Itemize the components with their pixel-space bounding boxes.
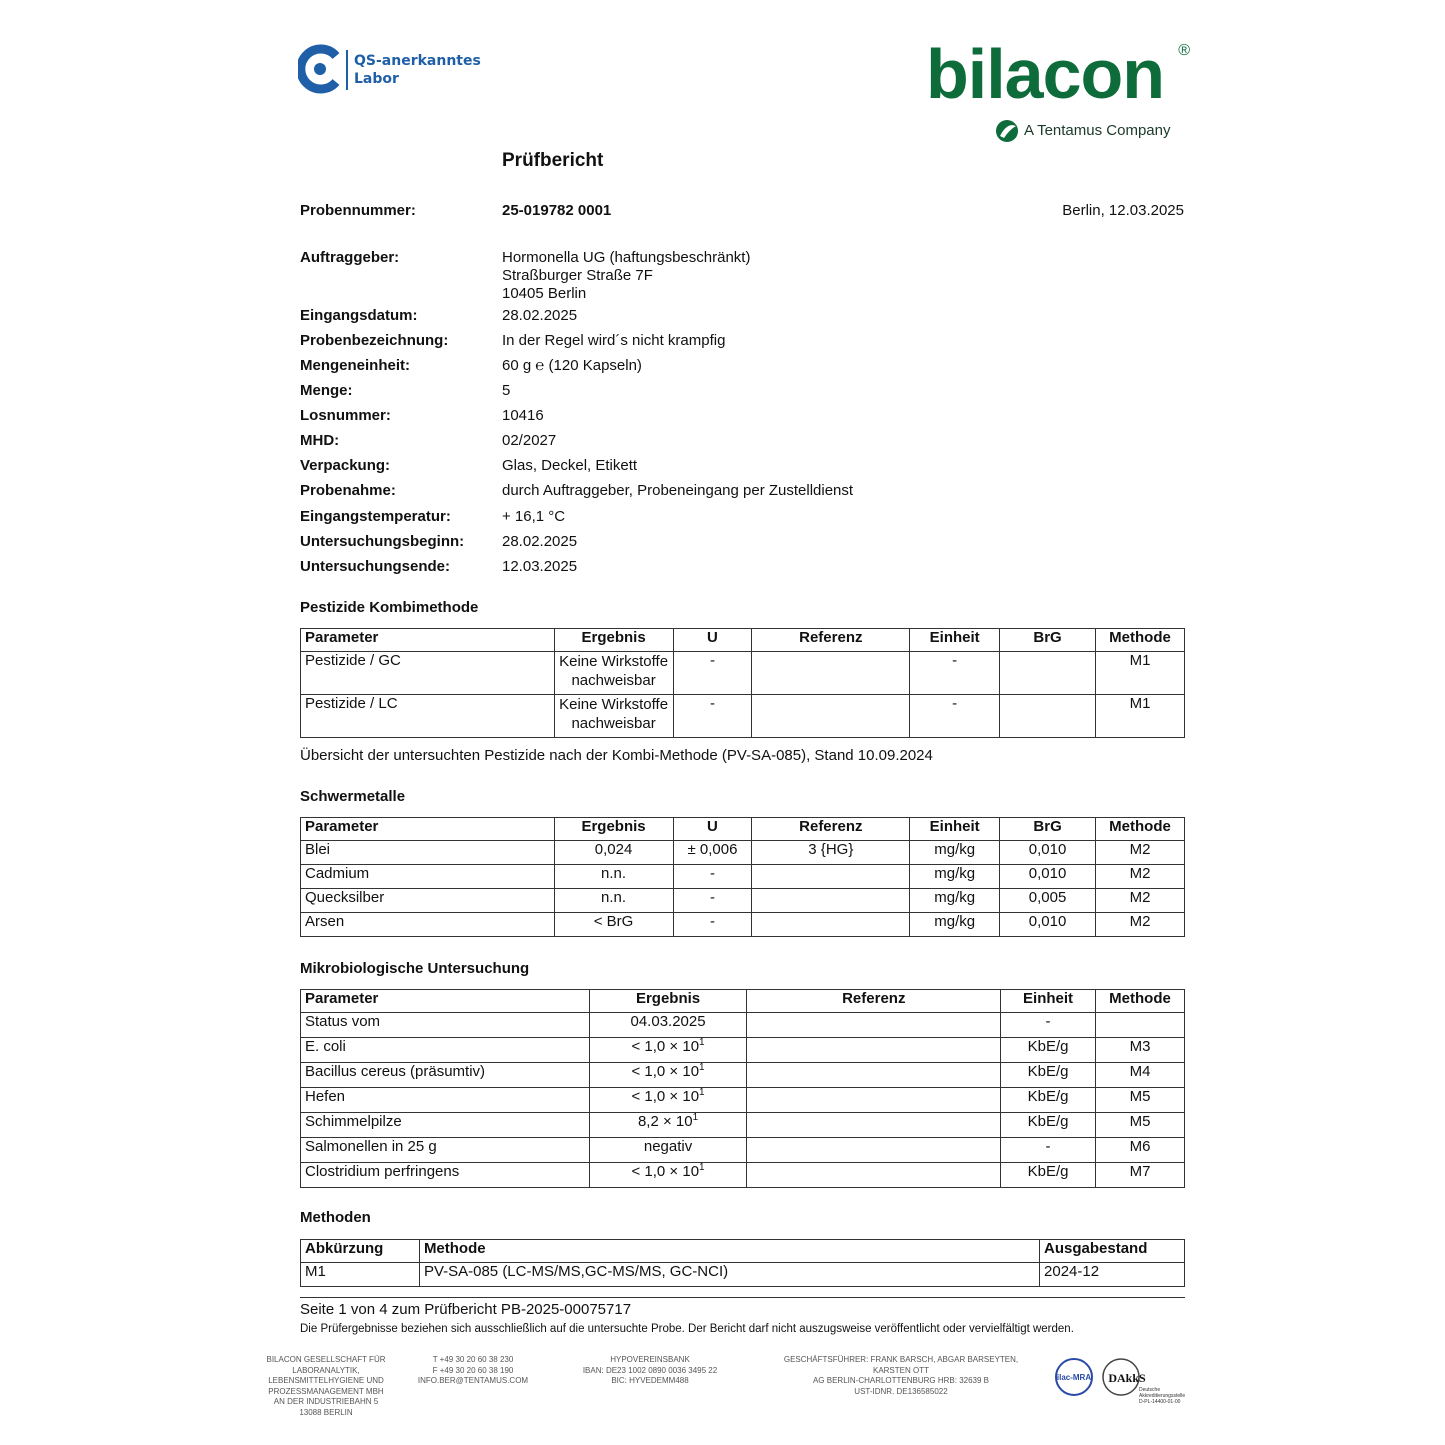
qs-logo-icon xyxy=(298,44,342,94)
info-value: 60 g ℮ (120 Kapseln) xyxy=(502,357,642,374)
cell-parameter: Blei xyxy=(301,841,555,865)
footer-bank: HYPOVEREINSBANK IBAN: DE23 1002 0890 0036 3495 22 BIC: HYVEDEMM488 xyxy=(582,1355,718,1385)
cell-parameter: Bacillus cereus (präsumtiv) xyxy=(301,1063,590,1088)
cell-referenz xyxy=(747,1163,1001,1188)
cell-ergebnis: $8,2 \times 10^1$ xyxy=(589,1113,747,1138)
table-row xyxy=(301,1163,1185,1188)
cell-u: - xyxy=(673,889,752,913)
col-header: Referenz xyxy=(747,990,1001,1013)
cell-einheit: - xyxy=(1001,1138,1096,1163)
svg-text:Deutsche: Deutsche xyxy=(1139,1387,1161,1393)
table-row xyxy=(301,1038,1185,1063)
col-header: Einheit xyxy=(910,818,1000,841)
cell-einheit: - xyxy=(1001,1013,1096,1038)
col-header: U xyxy=(673,629,752,652)
footer-contact: T +49 30 20 60 38 230 F +49 30 20 60 38 190 INFO.BER@TENTAMUS.COM xyxy=(417,1355,529,1385)
info-label: Auftraggeber: xyxy=(300,249,400,266)
registered-mark: ® xyxy=(1178,42,1190,59)
cell-u: - xyxy=(673,652,752,695)
cell-methode: M5 xyxy=(1096,1088,1185,1113)
cell-ergebnis: n.n. xyxy=(554,865,673,889)
info-value: 10416 xyxy=(502,407,544,424)
bilacon-logo xyxy=(926,34,1196,114)
methoden-table xyxy=(300,1239,1185,1287)
cell-methode: M3 xyxy=(1096,1038,1185,1063)
tagline-text: A Tentamus Company xyxy=(1024,122,1171,139)
section-title-pestizide: Pestizide Kombimethode xyxy=(300,599,479,616)
cell-ergebnis: 04.03.2025 xyxy=(589,1013,747,1038)
col-header: Parameter xyxy=(301,629,555,652)
table-row xyxy=(301,841,1185,865)
info-value: 12.03.2025 xyxy=(502,558,578,575)
section-title-schwermetalle: Schwermetalle xyxy=(300,788,406,805)
sample-number: 25-019782 0001 xyxy=(502,202,612,219)
cell-referenz xyxy=(747,1113,1001,1138)
cell-parameter: Arsen xyxy=(301,913,555,937)
cell-einheit: KbE/g xyxy=(1001,1038,1096,1063)
cell-ergebnis: < $1,0 \times 10^1$ xyxy=(589,1063,747,1088)
cell-methode: M2 xyxy=(1096,865,1185,889)
col-header: Abkürzung xyxy=(301,1240,420,1263)
info-value: 5 xyxy=(502,382,511,399)
col-header: BrG xyxy=(1000,818,1096,841)
accreditation-seal-icon xyxy=(1054,1356,1204,1406)
info-label: Eingangstemperatur: xyxy=(300,508,451,525)
col-header: Ergebnis xyxy=(589,990,747,1013)
table-row xyxy=(301,1263,1185,1287)
cell-methode: PV-SA-085 (LC-MS/MS,GC-MS/MS, GC-NCI) xyxy=(419,1263,1039,1287)
cell-parameter: Clostridium perfringens xyxy=(301,1163,590,1188)
cell-einheit: - xyxy=(910,652,1000,695)
col-header: Methode xyxy=(1096,818,1185,841)
cell-einheit: mg/kg xyxy=(910,865,1000,889)
table-row xyxy=(301,652,1185,695)
qs-logo-line1: QS-anerkanntes xyxy=(354,53,481,69)
cell-u: - xyxy=(673,695,752,738)
cell-ergebnis: 0,024 xyxy=(554,841,673,865)
cell-ergebnis: < $1,0 \times 10^1$ xyxy=(589,1088,747,1113)
cell-einheit: KbE/g xyxy=(1001,1163,1096,1188)
cell-methode: M7 xyxy=(1096,1163,1185,1188)
col-header: Parameter xyxy=(301,990,590,1013)
info-value: + 16,1 °C xyxy=(502,508,566,525)
svg-text:D-PL-14400-01-00: D-PL-14400-01-00 xyxy=(1139,1399,1181,1405)
cell-parameter: Pestizide / GC xyxy=(301,652,555,695)
report-title: Prüfbericht xyxy=(502,150,604,171)
cell-referenz xyxy=(747,1138,1001,1163)
col-header: Methode xyxy=(1096,629,1185,652)
pestizide-table xyxy=(300,628,1185,738)
table-row xyxy=(301,1138,1185,1163)
cell-ergebnis: n.n. xyxy=(554,889,673,913)
info-value: In der Regel wird´s nicht krampfig xyxy=(502,332,726,349)
cell-referenz xyxy=(752,652,910,695)
cell-u: - xyxy=(673,865,752,889)
cell-referenz xyxy=(747,1063,1001,1088)
cell-brg: 0,010 xyxy=(1000,913,1096,937)
footer-company: BILACON GESELLSCHAFT FÜR LABORANALYTIK, LEBENSMITTELHYGIENE UND PROZESSMANAGEMENT MBH AN DER INDUSTRIEBAHN 5 13088 BERLIN xyxy=(266,1355,386,1417)
client-name: Hormonella UG (haftungsbeschränkt) xyxy=(502,249,751,266)
cell-methode: M2 xyxy=(1096,889,1185,913)
cell-referenz xyxy=(752,865,910,889)
cell-einheit: mg/kg xyxy=(910,913,1000,937)
table-row xyxy=(301,695,1185,738)
section-title-methoden: Methoden xyxy=(300,1209,371,1226)
cell-ausgabestand: 2024-12 xyxy=(1040,1263,1185,1287)
table-row xyxy=(301,1063,1185,1088)
svg-text:ilac-MRA: ilac-MRA xyxy=(1056,1373,1092,1382)
cell-ergebnis: < $1,0 \times 10^1$ xyxy=(589,1163,747,1188)
cell-brg: 0,005 xyxy=(1000,889,1096,913)
cell-einheit: mg/kg xyxy=(910,889,1000,913)
cell-brg xyxy=(1000,695,1096,738)
col-header: Ergebnis xyxy=(554,629,673,652)
cell-parameter: Pestizide / LC xyxy=(301,695,555,738)
cell-ergebnis: negativ xyxy=(589,1138,747,1163)
cell-methode: M4 xyxy=(1096,1063,1185,1088)
cell-u: ± 0,006 xyxy=(673,841,752,865)
info-label: Untersuchungsende: xyxy=(300,558,451,575)
svg-text:Akkreditierungsstelle: Akkreditierungsstelle xyxy=(1139,1393,1186,1399)
cell-referenz xyxy=(747,1088,1001,1113)
info-label: Menge: xyxy=(300,382,353,399)
table-row xyxy=(301,913,1185,937)
table-header-row xyxy=(301,629,1185,652)
cell-brg xyxy=(1000,652,1096,695)
info-value: 28.02.2025 xyxy=(502,307,578,324)
cell-brg: 0,010 xyxy=(1000,841,1096,865)
col-header: BrG xyxy=(1000,629,1096,652)
cell-methode: M1 xyxy=(1096,652,1185,695)
table-row xyxy=(301,1013,1185,1038)
info-label: Probennummer: xyxy=(300,202,416,219)
info-label: Verpackung: xyxy=(300,457,391,474)
info-label: Losnummer: xyxy=(300,407,391,424)
cell-parameter: E. coli xyxy=(301,1038,590,1063)
cell-parameter: Salmonellen in 25 g xyxy=(301,1138,590,1163)
qs-logo-line2: Labor xyxy=(354,71,399,87)
info-value: Glas, Deckel, Etikett xyxy=(502,457,638,474)
table-row xyxy=(301,1088,1185,1113)
cell-referenz xyxy=(752,913,910,937)
col-header: U xyxy=(673,818,752,841)
table-row xyxy=(301,865,1185,889)
info-value: 28.02.2025 xyxy=(502,533,578,550)
footer-divider xyxy=(300,1297,1185,1298)
page-info: Seite 1 von 4 zum Prüfbericht PB-2025-00075717 xyxy=(300,1301,632,1318)
place-date: Berlin, 12.03.2025 xyxy=(1062,202,1184,219)
mikrobiologie-table xyxy=(300,989,1185,1188)
col-header: Einheit xyxy=(910,629,1000,652)
table-header-row xyxy=(301,1240,1185,1263)
schwermetalle-table xyxy=(300,817,1185,937)
cell-referenz xyxy=(747,1013,1001,1038)
table-header-row xyxy=(301,990,1185,1013)
cell-methode: M5 xyxy=(1096,1113,1185,1138)
cell-methode: M2 xyxy=(1096,841,1185,865)
col-header: Methode xyxy=(1096,990,1185,1013)
cell-parameter: Status vom xyxy=(301,1013,590,1038)
cell-parameter: Cadmium xyxy=(301,865,555,889)
cell-ergebnis: Keine Wirkstoffe nachweisbar xyxy=(554,695,673,738)
client-street: Straßburger Straße 7F xyxy=(502,267,653,284)
footer-management: GESCHÄFTSFÜHRER: FRANK BARSCH, ABGAR BARSEYTEN, KARSTEN OTT AG BERLIN-CHARLOTTENBURG HRB: 32639 B UST-IDNR. DE136585022 xyxy=(783,1355,1019,1396)
info-value: 02/2027 xyxy=(502,432,557,449)
cell-referenz xyxy=(752,695,910,738)
cell-methode: M6 xyxy=(1096,1138,1185,1163)
tentamus-leaf-icon xyxy=(994,118,1020,144)
col-header: Referenz xyxy=(752,818,910,841)
disclaimer: Die Prüfergebnisse beziehen sich ausschließlich auf die untersuchte Probe. Der Bericht darf nicht auszugsweise veröffentlicht oder vervielfältigt werden. xyxy=(300,1323,1074,1335)
info-label: Probenbezeichnung: xyxy=(300,332,449,349)
cell-einheit: - xyxy=(910,695,1000,738)
table-row xyxy=(301,889,1185,913)
info-label: MHD: xyxy=(300,432,340,449)
accreditation-seals xyxy=(1054,1356,1204,1406)
col-header: Einheit xyxy=(1001,990,1096,1013)
info-label: Eingangsdatum: xyxy=(300,307,418,324)
col-header: Methode xyxy=(419,1240,1039,1263)
cell-brg: 0,010 xyxy=(1000,865,1096,889)
col-header: Parameter xyxy=(301,818,555,841)
cell-einheit: mg/kg xyxy=(910,841,1000,865)
cell-parameter: Quecksilber xyxy=(301,889,555,913)
cell-referenz xyxy=(747,1038,1001,1063)
pestizide-note: Übersicht der untersuchten Pestizide nach der Kombi-Methode (PV-SA-085), Stand 10.09.2024 xyxy=(300,747,933,764)
info-label: Probenahme: xyxy=(300,482,396,499)
brand-name: bilacon xyxy=(926,35,1165,113)
cell-referenz xyxy=(752,889,910,913)
cell-u: - xyxy=(673,913,752,937)
cell-einheit: KbE/g xyxy=(1001,1113,1096,1138)
client-city: 10405 Berlin xyxy=(502,285,587,302)
cell-methode: M1 xyxy=(1096,695,1185,738)
cell-methode xyxy=(1096,1013,1185,1038)
cell-ergebnis: Keine Wirkstoffe nachweisbar xyxy=(554,652,673,695)
svg-text:DAkkS: DAkkS xyxy=(1108,1371,1146,1385)
qs-lab-logo xyxy=(298,44,498,96)
cell-parameter: Hefen xyxy=(301,1088,590,1113)
info-label: Untersuchungsbeginn: xyxy=(300,533,465,550)
cell-methode: M2 xyxy=(1096,913,1185,937)
cell-ergebnis: < $1,0 \times 10^1$ xyxy=(589,1038,747,1063)
col-header: Referenz xyxy=(752,629,910,652)
info-value: durch Auftraggeber, Probeneingang per Zustelldienst xyxy=(502,482,854,499)
cell-parameter: Schimmelpilze xyxy=(301,1113,590,1138)
col-header: Ausgabestand xyxy=(1040,1240,1185,1263)
table-header-row xyxy=(301,818,1185,841)
section-title-mikrobiologie: Mikrobiologische Untersuchung xyxy=(300,960,530,977)
cell-referenz: 3 {HG} xyxy=(752,841,910,865)
table-row xyxy=(301,1113,1185,1138)
cell-ergebnis: < BrG xyxy=(554,913,673,937)
col-header: Ergebnis xyxy=(554,818,673,841)
cell-einheit: KbE/g xyxy=(1001,1063,1096,1088)
info-label: Mengeneinheit: xyxy=(300,357,411,374)
cell-einheit: KbE/g xyxy=(1001,1088,1096,1113)
cell-abkuerzung: M1 xyxy=(301,1263,420,1287)
